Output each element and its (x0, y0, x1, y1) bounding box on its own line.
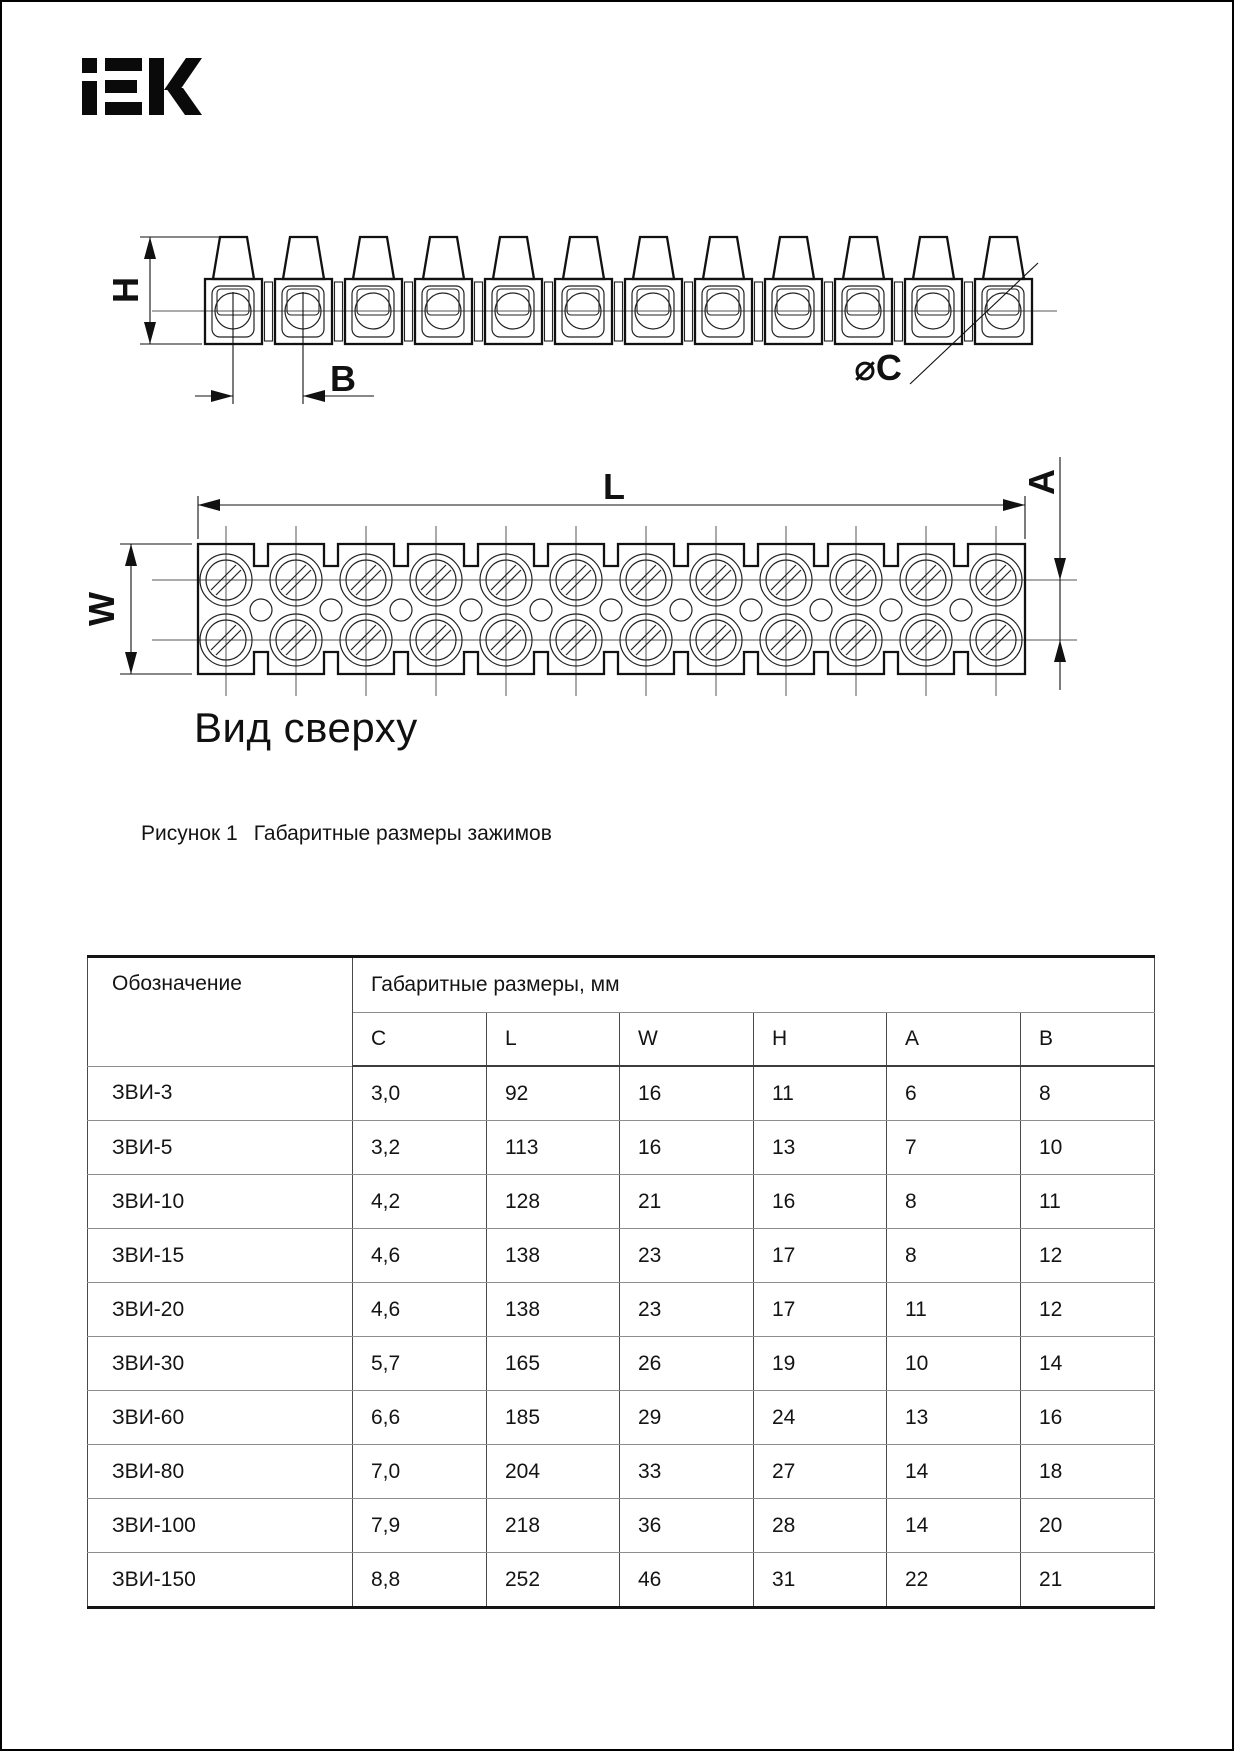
cell: 36 (620, 1499, 754, 1553)
cell: 21 (1021, 1553, 1155, 1608)
cell: 7,0 (353, 1445, 487, 1499)
col-header-w: W (620, 1013, 754, 1067)
table-row (88, 1229, 1155, 1283)
cell: 27 (754, 1445, 887, 1499)
cell: 10 (1021, 1121, 1155, 1175)
arrowhead (125, 652, 137, 674)
cell: 11 (887, 1283, 1021, 1337)
dimensions-table (87, 955, 1155, 1609)
cell: 19 (754, 1337, 887, 1391)
table-row (88, 1283, 1155, 1337)
cell: 8 (1021, 1066, 1155, 1121)
cell: 92 (487, 1066, 620, 1121)
cell: 4,6 (353, 1283, 487, 1337)
cell: 23 (620, 1229, 754, 1283)
col-header-l: L (487, 1013, 620, 1067)
cell: 6 (887, 1066, 1021, 1121)
cell: 14 (887, 1499, 1021, 1553)
col-header-c: C (353, 1013, 487, 1067)
cell: 12 (1021, 1229, 1155, 1283)
cell: 10 (887, 1337, 1021, 1391)
cell: 165 (487, 1337, 620, 1391)
row-name: ЗВИ-5 (88, 1121, 353, 1175)
cell: 22 (887, 1553, 1021, 1608)
arrowhead (211, 390, 233, 402)
dim-label-h: H (105, 277, 146, 303)
cell: 128 (487, 1175, 620, 1229)
row-name: ЗВИ-30 (88, 1337, 353, 1391)
row-name: ЗВИ-60 (88, 1391, 353, 1445)
cell: 28 (754, 1499, 887, 1553)
cell: 17 (754, 1229, 887, 1283)
row-name: ЗВИ-150 (88, 1553, 353, 1608)
row-name: ЗВИ-15 (88, 1229, 353, 1283)
dimensions-table-wrap (87, 955, 1155, 1609)
strip-outline (198, 544, 1025, 674)
figure-caption-text: Габаритные размеры зажимов (253, 822, 552, 845)
cell: 8,8 (353, 1553, 487, 1608)
figure-caption (141, 822, 552, 846)
col-header-designation: Обозначение (88, 957, 353, 1067)
col-header-group: Габаритные размеры, мм (353, 957, 1155, 1013)
dim-label-c: ⌀C (854, 347, 902, 388)
cell: 252 (487, 1553, 620, 1608)
cell: 138 (487, 1283, 620, 1337)
cell: 16 (1021, 1391, 1155, 1445)
dim-label-w: W (81, 592, 122, 626)
table-row (88, 1553, 1155, 1608)
cell: 7 (887, 1121, 1021, 1175)
table-header-row (88, 957, 1155, 1013)
cell: 16 (754, 1175, 887, 1229)
top-view-drawing (81, 457, 1077, 696)
cell: 33 (620, 1445, 754, 1499)
cell: 24 (754, 1391, 887, 1445)
cell: 8 (887, 1175, 1021, 1229)
dim-label-b: B (330, 358, 356, 399)
table-row (88, 1175, 1155, 1229)
table-row (88, 1391, 1155, 1445)
cell: 204 (487, 1445, 620, 1499)
figure-caption-number: Рисунок 1 (141, 822, 238, 845)
cell: 29 (620, 1391, 754, 1445)
cell: 11 (754, 1066, 887, 1121)
cell: 18 (1021, 1445, 1155, 1499)
cell: 31 (754, 1553, 887, 1608)
arrowhead (144, 322, 156, 344)
table-row (88, 1121, 1155, 1175)
row-name: ЗВИ-20 (88, 1283, 353, 1337)
top-view-caption: Вид сверху (194, 704, 418, 751)
row-name: ЗВИ-3 (88, 1066, 353, 1121)
cell: 7,9 (353, 1499, 487, 1553)
cell: 3,0 (353, 1066, 487, 1121)
col-header-h: H (754, 1013, 887, 1067)
arrowhead (1054, 558, 1066, 580)
arrowhead (1054, 640, 1066, 662)
arrowhead (125, 544, 137, 566)
table-row (88, 1445, 1155, 1499)
cell: 12 (1021, 1283, 1155, 1337)
table-row (88, 1337, 1155, 1391)
cell: 14 (887, 1445, 1021, 1499)
arrowhead (303, 390, 325, 402)
table-row (88, 1066, 1155, 1121)
cell: 26 (620, 1337, 754, 1391)
row-name: ЗВИ-100 (88, 1499, 353, 1553)
side-view-drawing (105, 237, 1057, 404)
row-name: ЗВИ-80 (88, 1445, 353, 1499)
cell: 11 (1021, 1175, 1155, 1229)
cell: 218 (487, 1499, 620, 1553)
cell: 5,7 (353, 1337, 487, 1391)
cell: 17 (754, 1283, 887, 1337)
arrowhead (1003, 499, 1025, 511)
cell: 8 (887, 1229, 1021, 1283)
row-name: ЗВИ-10 (88, 1175, 353, 1229)
dim-label-a: A (1021, 469, 1062, 495)
arrowhead (144, 237, 156, 259)
cell: 21 (620, 1175, 754, 1229)
dim-label-l: L (603, 466, 625, 507)
cell: 13 (754, 1121, 887, 1175)
cell: 6,6 (353, 1391, 487, 1445)
cell: 16 (620, 1121, 754, 1175)
cell: 4,2 (353, 1175, 487, 1229)
cell: 3,2 (353, 1121, 487, 1175)
table-row (88, 1499, 1155, 1553)
col-header-a: A (887, 1013, 1021, 1067)
figure-drawings (2, 2, 1234, 902)
cell: 16 (620, 1066, 754, 1121)
cell: 138 (487, 1229, 620, 1283)
cell: 4,6 (353, 1229, 487, 1283)
col-header-b: B (1021, 1013, 1155, 1067)
cell: 113 (487, 1121, 620, 1175)
arrowhead (198, 499, 220, 511)
cell: 20 (1021, 1499, 1155, 1553)
cell: 23 (620, 1283, 754, 1337)
cell: 46 (620, 1553, 754, 1608)
cell: 13 (887, 1391, 1021, 1445)
cell: 14 (1021, 1337, 1155, 1391)
cell: 185 (487, 1391, 620, 1445)
